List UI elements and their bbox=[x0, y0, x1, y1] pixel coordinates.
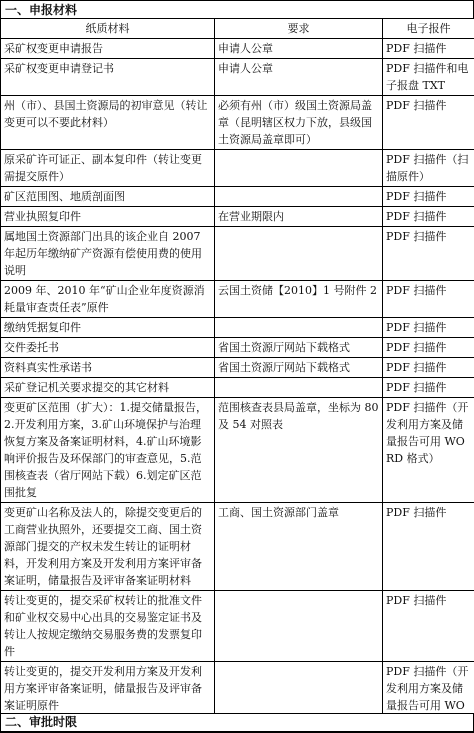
cell-material: 营业执照复印件 bbox=[1, 207, 215, 227]
header-paper-materials: 纸质材料 bbox=[1, 19, 215, 39]
cell-electronic: PDF 扫描件和电子报盘 TXT bbox=[383, 59, 474, 96]
cell-material: 矿区范围图、地质剖面图 bbox=[1, 187, 215, 207]
cell-requirement bbox=[215, 318, 383, 338]
cell-material: 缴纳凭据复印件 bbox=[1, 318, 215, 338]
table-row bbox=[1, 338, 474, 358]
cell-material: 交件委托书 bbox=[1, 338, 215, 358]
cell-material: 原采矿许可证正、副本复印件（转让变更需提交原件） bbox=[1, 150, 215, 187]
cell-requirement bbox=[215, 591, 383, 662]
cell-electronic: PDF 扫描件 bbox=[383, 318, 474, 338]
table-row bbox=[1, 227, 474, 281]
cell-material: 变更矿山名称及法人的，除提交变更后的工商营业执照外，还要提交工商、国土资源部门提交的产权未发生转让的证明材料，开发利用方案及开发利用方案评审备案证明，储量报告及评审备案证明材料 bbox=[1, 503, 215, 591]
table-row bbox=[1, 281, 474, 318]
header-electronic: 电子报件 bbox=[383, 19, 474, 39]
cell-electronic: PDF 扫描件 bbox=[383, 96, 474, 150]
cell-requirement: 省国土资源厅网站下载格式 bbox=[215, 338, 383, 358]
table-row bbox=[1, 591, 474, 662]
cell-requirement: 在营业期限内 bbox=[215, 207, 383, 227]
cell-electronic: PDF 扫描件（开发利用方案及储量报告可用 WORD 格式） bbox=[383, 398, 474, 503]
cell-material: 采矿登记机关要求提交的其它材料 bbox=[1, 378, 215, 398]
cell-requirement: 工商、国土资源部门盖章 bbox=[215, 503, 383, 591]
cell-electronic: PDF 扫描件 bbox=[383, 338, 474, 358]
materials-table bbox=[0, 18, 474, 733]
cell-electronic: PDF 扫描件（开发利用方案及储量报告可用 WO bbox=[383, 662, 474, 733]
cell-requirement bbox=[215, 378, 383, 398]
cell-electronic: PDF 扫描件 bbox=[383, 39, 474, 59]
cell-electronic: PDF 扫描件 bbox=[383, 227, 474, 281]
cell-material: 转让变更的，提交开发利用方案及开发利用方案评审备案证明，储量报告及评审备案证明原件 bbox=[1, 662, 215, 733]
table-row bbox=[1, 150, 474, 187]
cell-requirement: 申请人公章 bbox=[215, 59, 383, 96]
cell-electronic: PDF 扫描件 bbox=[383, 187, 474, 207]
cell-material: 州（市）、县国土资源局的初审意见（转让变更可以不要此材料） bbox=[1, 96, 215, 150]
cell-material: 2009 年、2010 年“矿山企业年度资源消耗量审查责任表”原件 bbox=[1, 281, 215, 318]
table-row bbox=[1, 207, 474, 227]
table-row bbox=[1, 503, 474, 591]
cell-electronic: PDF 扫描件（扫描原件） bbox=[383, 150, 474, 187]
cell-electronic: PDF 扫描件 bbox=[383, 207, 474, 227]
table-row bbox=[1, 59, 474, 96]
cell-requirement: 云国土资储【2010】1 号附件 2 bbox=[215, 281, 383, 318]
cell-material: 采矿权变更申请报告 bbox=[1, 39, 215, 59]
table-row bbox=[1, 398, 474, 503]
cell-electronic: PDF 扫描件 bbox=[383, 281, 474, 318]
cell-material: 变更矿区范围（扩大）：1.提交储量报告，2.开发利用方案，3.矿山环境保护与治理恢复方案及备案证明材料，4.矿山环境影响评价报告及环保部门的审查意见，5.范围核查表（省厅网站下载）6.划定矿区范围批复 bbox=[1, 398, 215, 503]
cell-requirement: 省国土资源厅网站下载格式 bbox=[215, 358, 383, 378]
cell-requirement: 申请人公章 bbox=[215, 39, 383, 59]
table-row bbox=[1, 378, 474, 398]
table-row bbox=[1, 96, 474, 150]
table-header-row bbox=[1, 19, 474, 39]
cell-electronic: PDF 扫描件 bbox=[383, 591, 474, 662]
section-heading-approval-time: 二、审批时限 bbox=[0, 713, 474, 732]
cell-material: 属地国土资源部门出具的该企业自 2007 年起历年缴纳矿产资源有偿使用费的使用说明 bbox=[1, 227, 215, 281]
cell-material: 资料真实性承诺书 bbox=[1, 358, 215, 378]
cell-requirement bbox=[215, 187, 383, 207]
cell-electronic: PDF 扫描件 bbox=[383, 358, 474, 378]
section-heading-materials: 一、申报材料 bbox=[0, 0, 474, 18]
table-row bbox=[1, 358, 474, 378]
cell-requirement: 必须有州（市）级国土资源局盖章（昆明辖区权力下放，县级国土资源局盖章即可） bbox=[215, 96, 383, 150]
cell-material: 采矿权变更申请登记书 bbox=[1, 59, 215, 96]
cell-material: 转让变更的，提交采矿权转让的批准文件和矿业权交易中心出具的交易鉴定证书及转让人按规定缴纳交易服务费的发票复印件 bbox=[1, 591, 215, 662]
table-row bbox=[1, 318, 474, 338]
cell-electronic: PDF 扫描件 bbox=[383, 378, 474, 398]
cell-requirement bbox=[215, 150, 383, 187]
header-requirements: 要求 bbox=[215, 19, 383, 39]
table-row bbox=[1, 39, 474, 59]
cell-electronic: PDF 扫描件 bbox=[383, 503, 474, 591]
table-row bbox=[1, 187, 474, 207]
cell-requirement bbox=[215, 227, 383, 281]
cell-requirement: 范围核查表县局盖章，坐标为 80 及 54 对照表 bbox=[215, 398, 383, 503]
